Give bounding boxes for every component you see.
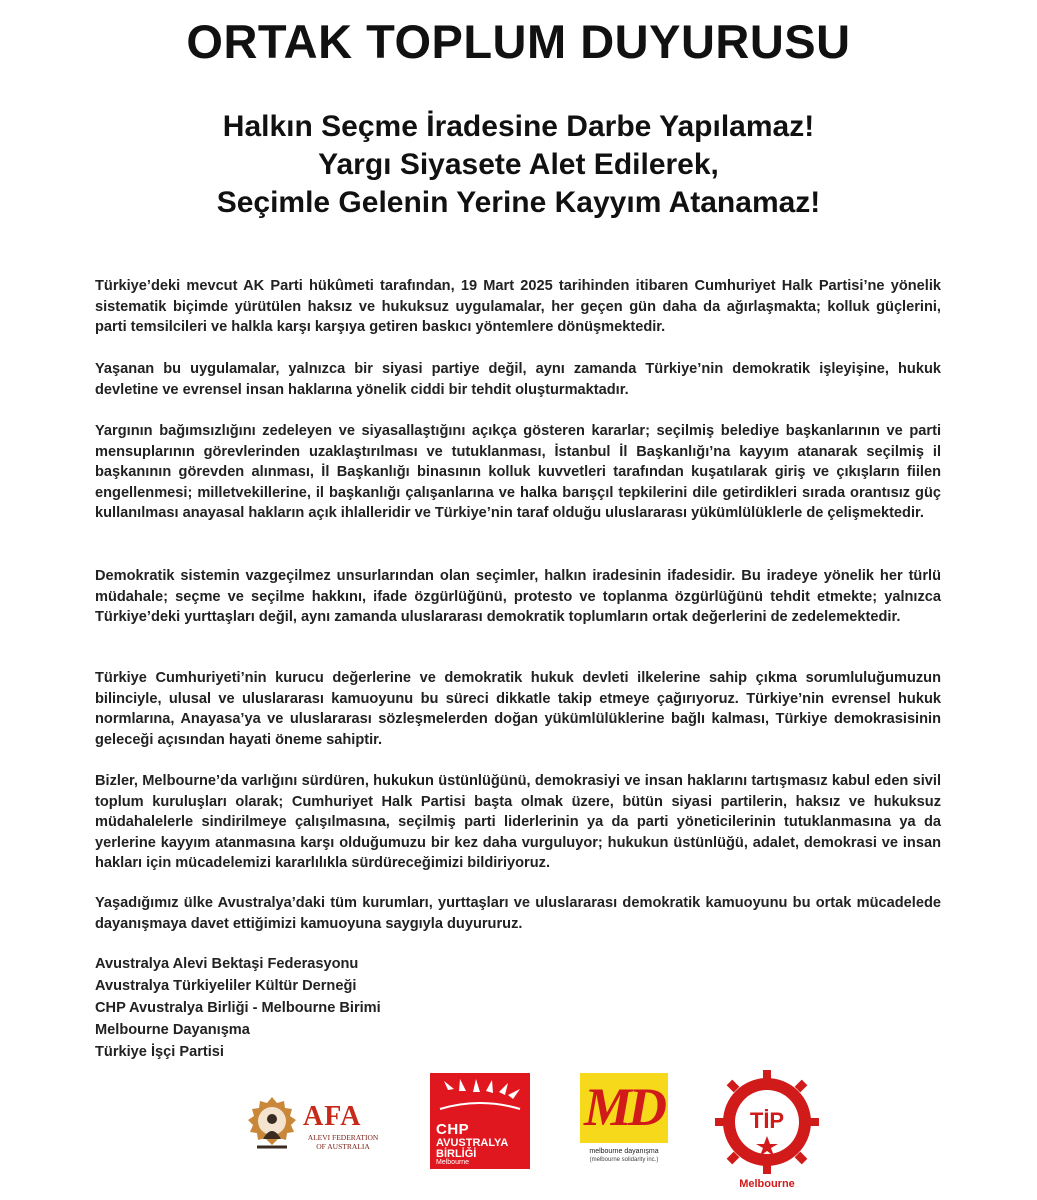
- tip-logo: [714, 1068, 820, 1196]
- signer: Avustralya Alevi Bektaşi Federasyonu: [95, 956, 359, 972]
- paragraph: Bizler, Melbourne’da varlığını sürdüren, hukukun üstünlüğünü, demokrasiyi ve insan haklarını tartışmasız kabul eden sivil toplum kuruluşları olarak; Cumhuriyet Halk Partisi başta olmak üzere, bütün siyasi partilerin, haksız ve hukuksuz müdahalelerle sindirilmeye çalışılmasına, seçilmiş parti liderlerinin ya da parti yöneticilerinin tutuklanmasına ya da yerlerine kayyım atanmasına karşı olduğumuzu bir kez daha vurguluyor; hukukun üstünlüğü, adalet, demokrasi ve insan hakları için mücadelemizi kararlılıkla sürdüreceğimizi bildiriyoruz.: [95, 773, 941, 872]
- signer: Melbourne Dayanışma: [95, 1022, 250, 1038]
- signers-list: [95, 953, 381, 1063]
- six-arrows-icon: [436, 1079, 524, 1119]
- paragraph: Türkiye Cumhuriyeti’nin kurucu değerlerine ve demokratik hukuk devleti ilkelerine sahip çıkma sorumluluğumuzun bilinciyle, ulusal ve uluslararası kamuoyunu bu süreci dikkatle takip etmeye çağırıyoruz. Türkiye’nin evrensel hukuk normlarına, Anayasa’ya ve uluslararası sözleşmelerden doğan yükümlülüklerine bağlı kalması, Türkiye demokrasisinin geleceği açısından hayati öneme sahiptir.: [95, 670, 941, 748]
- gear-star-icon: [714, 1068, 820, 1176]
- page-title: ORTAK TOPLUM DUYURUSU: [186, 15, 851, 68]
- tip-short: TİP: [749, 1108, 785, 1133]
- md-sub: (melbourne solidarity inc.): [589, 1157, 659, 1163]
- chp-line1: AVUSTRALYA: [436, 1137, 509, 1149]
- paragraph: Türkiye’deki mevcut AK Parti hükûmeti tarafından, 19 Mart 2025 tarihinden itibaren Cumhuriyet Halk Partisi’ne yönelik sistematik biçimde yürütülen haksız ve hukuksuz uygulamalar, her geçen gün daha da ağırlaşmakta; kolluk güçlerini, parti temsilcileri ve halkla karşı karşıya getiren baskıcı yöntemlere dönüşmektedir.: [95, 278, 941, 336]
- chp-line2: BİRLİĞİ: [436, 1148, 477, 1160]
- signer: Türkiye İşçi Partisi: [95, 1044, 224, 1060]
- afa-short: AFA: [303, 1101, 362, 1132]
- paragraph: Yargının bağımsızlığını zedeleyen ve siyasallaştığını açıkça gösteren kararlar; seçilmiş belediye başkanlarının ve parti mensuplarının görevlerinden uzaklaştırılması ve tutuklanması, İstanbul İl Başkanlığı’na kayyım atanarak seçilmiş il başkanının görevden alınması, İl Başkanlığı binasının kolluk kuvvetleri tarafından kuşatılarak giriş ve çıkışların fiilen engellenmesi; milletvekillerine, il başkanlığı çalışanlarına ve halka barışçıl tepkilerini dile getirdikleri sırada orantısız güç kullanılması anayasal hakların açık ihlalleridir ve Türkiye’nin taraf olduğu uluslararası yükümlülüklerle de çelişmektedir.: [95, 423, 941, 522]
- chp-city: Melbourne: [436, 1159, 470, 1166]
- paragraph: Demokratik sistemin vazgeçilmez unsurlarından olan seçimler, halkın iradesinin ifadesidir. Bu iradeye yönelik her türlü müdahale; seçme ve seçilme hakkını, ifade özgürlüğünü, protesto ve toplanma özgürlüğünü tehdit etmekte; yalnızca Türkiye’deki yurttaşları değil, aynı zamanda uluslararası demokratik toplumların ortak değerlerini de zedelemektedir.: [95, 568, 941, 626]
- afa-sub: ALEVI FEDERATION OF AUSTRALIA: [307, 1133, 379, 1151]
- subtitle-line: Yargı Siyasete Alet Edilerek,: [318, 148, 719, 181]
- subtitle: [0, 108, 1037, 222]
- afa-emblem-icon: [247, 1095, 297, 1150]
- md-name: melbourne dayanışma: [589, 1148, 659, 1155]
- md-logo: [580, 1073, 668, 1169]
- subtitle-line: Halkın Seçme İradesine Darbe Yapılamaz!: [222, 110, 815, 143]
- paragraph: Yaşanan bu uygulamalar, yalnızca bir siyasi partiye değil, aynı zamanda Türkiye’nin demokratik işleyişine, hukuk devletine ve evrensel insan haklarına yönelik ciddi bir tehdit oluşturmaktadır.: [95, 361, 941, 398]
- tip-city: Melbourne: [739, 1178, 795, 1190]
- afa-logo: [247, 1095, 382, 1155]
- md-letters: MD: [584, 1077, 664, 1137]
- chp-short: CHP: [436, 1121, 470, 1138]
- paragraph: Yaşadığımız ülke Avustralya’daki tüm kurumları, yurttaşları ve uluslararası demokratik kamuoyunu bu ortak mücadelede dayanışmaya davet ettiğimizi kamuoyuna saygıyla duyururuz.: [95, 895, 941, 932]
- subtitle-line: Seçimle Gelenin Yerine Kayyım Atanamaz!: [216, 186, 821, 219]
- chp-logo: [430, 1073, 530, 1169]
- md-box: [580, 1073, 668, 1143]
- signer: Avustralya Türkiyeliler Kültür Derneği: [95, 978, 357, 994]
- signer: CHP Avustralya Birliği - Melbourne Birimi: [95, 1000, 381, 1016]
